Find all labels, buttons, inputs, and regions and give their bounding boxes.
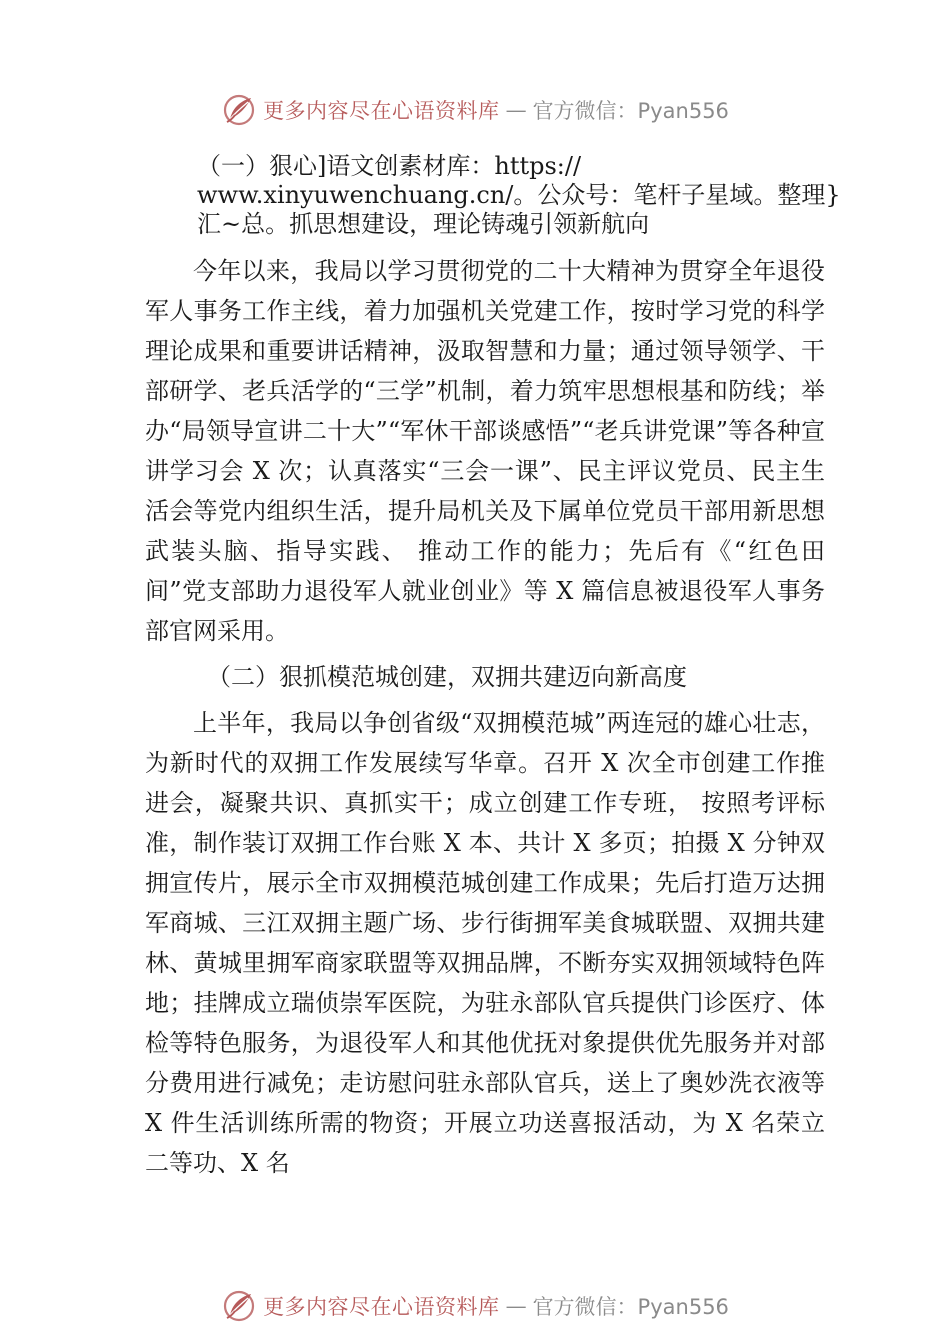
leaf-logo-icon [221,92,257,128]
section1-heading-line: www.xinyuwenchuang.cn/。公众号：笔杆子星域。整理} [197,181,841,209]
leaf-logo-icon [221,1288,257,1324]
header-watermark [0,92,950,128]
footer-watermark [0,1288,950,1324]
watermark-brand: 更多内容尽在心语资料库 [263,99,500,123]
section1-heading-line: （一）狠心]语文创素材库：https:// [197,152,582,180]
section2-heading: （二）狠抓模范城创建，双拥共建迈向新高度 [207,663,687,691]
watermark-separator: — [505,98,527,122]
watermark-brand: 更多内容尽在心语资料库 [263,1295,500,1319]
section2-paragraph: 上半年，我局以争创省级“双拥模范城”两连冠的雄心壮志，为新时代的双拥工作发展续写华章。召开 X 次全市创建工作推进会，凝聚共识、真抓实干；成立创建工作专班， 按照考评标准，制作装订双拥工作台账 X 本、共计 X 多页；拍摄 X 分钟双拥宣传片，展示全市双拥模范城创建工作成果；先后打造万达拥军商城、三江双拥主题广场、步行街拥军美食城联盟、双拥共建林、黄城里拥军商家联盟等双拥品牌，不断夯实双拥领域特色阵地；挂牌成立瑞侦崇军医院，为驻永部队官兵提供门诊医疗、体检等特色服务，为退役军人和其他优抚对象提供优先服务并对部分费用进行减免；走访慰问驻永部队官兵，送上了奥妙洗衣液等 X 件生活训练所需的物资；开展立功送喜报活动，为 X 名荣立二等功、X 名 [145,709,825,1177]
section1-paragraph: 今年以来，我局以学习贯彻党的二十大精神为贯穿全年退役军人事务工作主线，着力加强机关党建工作，按时学习党的科学理论成果和重要讲话精神，汲取智慧和力量；通过领导领学、干部研学、老兵活学的“三学”机制，着力筑牢思想根基和防线；举办“局领导宣讲二十大”“军休干部谈感悟”“老兵讲党课”等各种宣讲学习会 X 次；认真落实“三会一课”、民主评议党员、民主生活会等党内组织生活，提升局机关及下属单位党员干部用新思想武装头脑、指导实践、 推动工作的能力；先后有《“红色田间”党支部助力退役军人就业创业》等 X 篇信息被退役军人事务部官网采用。 [145,257,825,645]
watermark-separator: — [505,1294,527,1318]
document-body [145,152,841,1183]
section1-heading [145,152,841,239]
watermark-contact: 官方微信：Pyan556 [532,1295,729,1319]
watermark-contact: 官方微信：Pyan556 [532,99,729,123]
section1-heading-line: 汇~总。抓思想建设，理论铸魂引领新航向 [197,210,650,238]
